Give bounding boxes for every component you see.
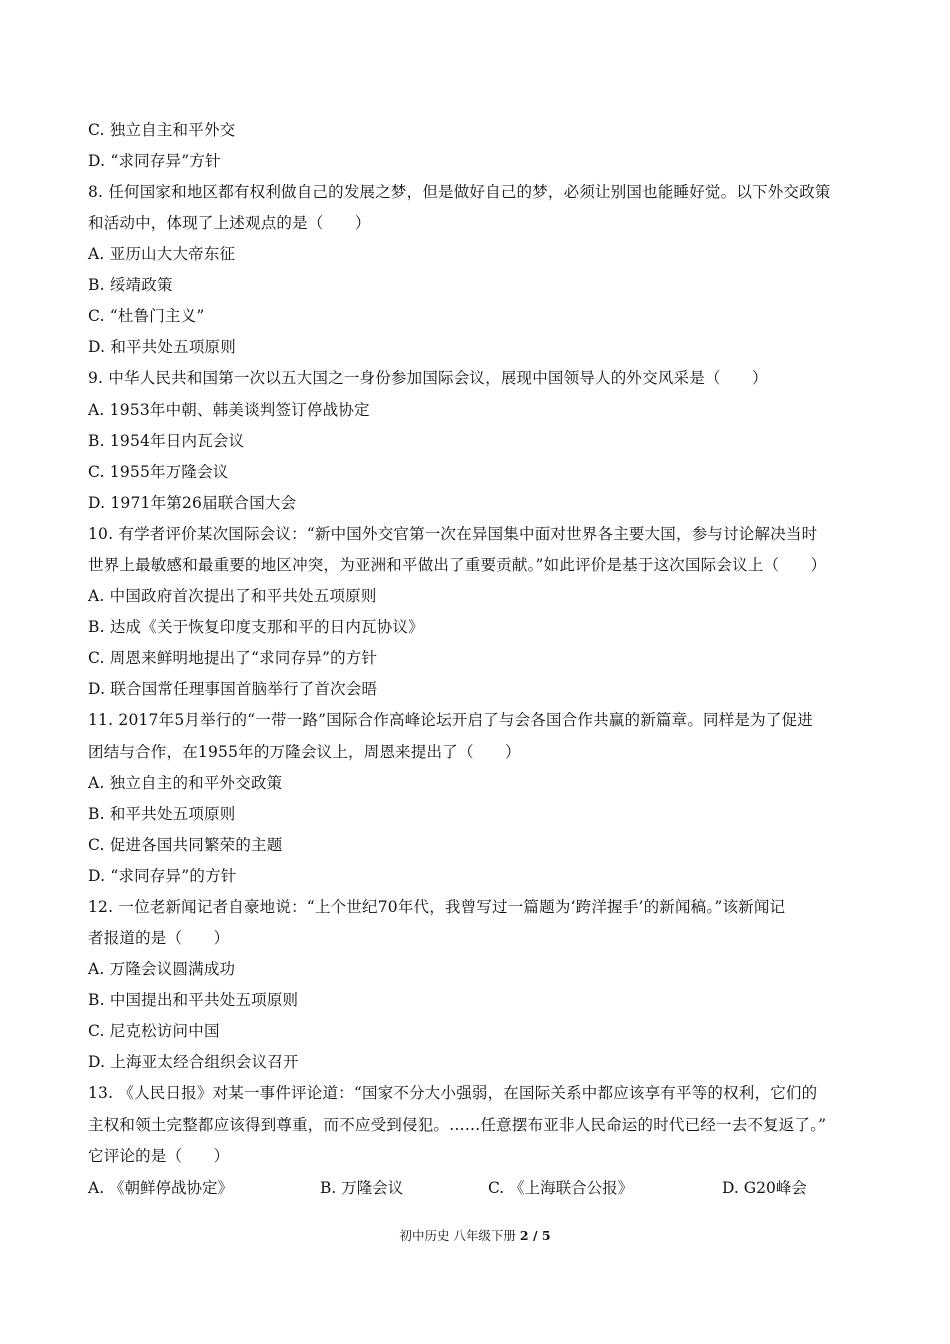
q11-option-b: B. 和平共处五项原则	[88, 805, 236, 823]
footer-label: 初中历史 八年级下册	[399, 1228, 520, 1243]
q12-option-c: C. 尼克松访问中国	[88, 1022, 220, 1040]
page-number: 2 / 5	[519, 1228, 551, 1243]
q8-option-a: A. 亚历山大大帝东征	[88, 245, 236, 263]
q8-option-b: B. 绥靖政策	[88, 276, 173, 294]
q13-stem-line3: 它评论的是（ ）	[88, 1147, 230, 1165]
q13-option-a: A. 《朝鲜停战协定》	[88, 1179, 234, 1197]
q11-stem-line2: 团结与合作，在1955年的万隆会议上，周恩来提出了（ ）	[88, 743, 521, 761]
page-footer	[0, 1226, 950, 1244]
q9-option-b: B. 1954年日内瓦会议	[88, 432, 245, 450]
q9-option-d: D. 1971年第26届联合国大会	[88, 494, 297, 512]
q11-option-d: D. “求同存异”的方针	[88, 867, 237, 885]
q13-stem-line1: 13. 《人民日报》对某一事件评论道：“国家不分大小强弱，在国际关系中都应该享有平等的权利，它们的	[88, 1084, 818, 1102]
q8-option-d: D. 和平共处五项原则	[88, 338, 236, 356]
q10-option-b: B. 达成《关于恢复印度支那和平的日内瓦协议》	[88, 618, 424, 636]
q10-option-d: D. 联合国常任理事国首脑举行了首次会晤	[88, 680, 378, 698]
q13-option-c: C. 《上海联合公报》	[488, 1179, 634, 1197]
q12-option-d: D. 上海亚太经合组织会议召开	[88, 1053, 299, 1071]
q11-option-a: A. 独立自主的和平外交政策	[88, 774, 283, 792]
q9-stem-line1: 9. 中华人民共和国第一次以五大国之一身份参加国际会议，展现中国领导人的外交风采是（ ）	[88, 369, 768, 387]
q9-option-a: A. 1953年中朝、韩美谈判签订停战协定	[88, 401, 370, 419]
q8-stem-line2: 和活动中，体现了上述观点的是（ ）	[88, 214, 371, 232]
q12-option-b: B. 中国提出和平共处五项原则	[88, 991, 299, 1009]
q13-option-b: B. 万隆会议	[320, 1179, 404, 1197]
q7-option-d: D. “求同存异”方针	[88, 152, 221, 170]
q13-stem-line2: 主权和领土完整都应该得到尊重，而不应受到侵犯。……任意摆布亚非人民命运的时代已经一去不复返了。”	[88, 1116, 827, 1134]
q12-stem-line2: 者报道的是（ ）	[88, 929, 230, 947]
q11-option-c: C. 促进各国共同繁荣的主题	[88, 836, 283, 854]
q13-option-d: D. G20峰会	[722, 1179, 807, 1197]
q11-stem-line1: 11. 2017年5月举行的“一带一路”国际合作高峰论坛开启了与会各国合作共赢的新篇章。同样是为了促进	[88, 711, 813, 729]
q10-option-c: C. 周恩来鲜明地提出了“求同存异”的方针	[88, 649, 378, 667]
q10-option-a: A. 中国政府首次提出了和平共处五项原则	[88, 587, 377, 605]
q12-stem-line1: 12. 一位老新闻记者自豪地说：“上个世纪70年代，我曾写过一篇题为‘跨洋握手’的新闻稿。”该新闻记	[88, 898, 786, 916]
q7-option-c: C. 独立自主和平外交	[88, 121, 236, 139]
q9-option-c: C. 1955年万隆会议	[88, 463, 229, 481]
q8-stem-line1: 8. 任何国家和地区都有权利做自己的发展之梦，但是做好自己的梦，必须让别国也能睡好觉。以下外交政策	[88, 183, 831, 201]
q8-option-c: C. “杜鲁门主义”	[88, 307, 205, 325]
q10-stem-line2: 世界上最敏感和最重要的地区冲突，为亚洲和平做出了重要贡献。”如此评价是基于这次国际会议上（ ）	[88, 556, 827, 574]
q12-option-a: A. 万隆会议圆满成功	[88, 960, 236, 978]
q10-stem-line1: 10. 有学者评价某次国际会议：“新中国外交官第一次在异国集中面对世界各主要大国，参与讨论解决当时	[88, 525, 818, 543]
